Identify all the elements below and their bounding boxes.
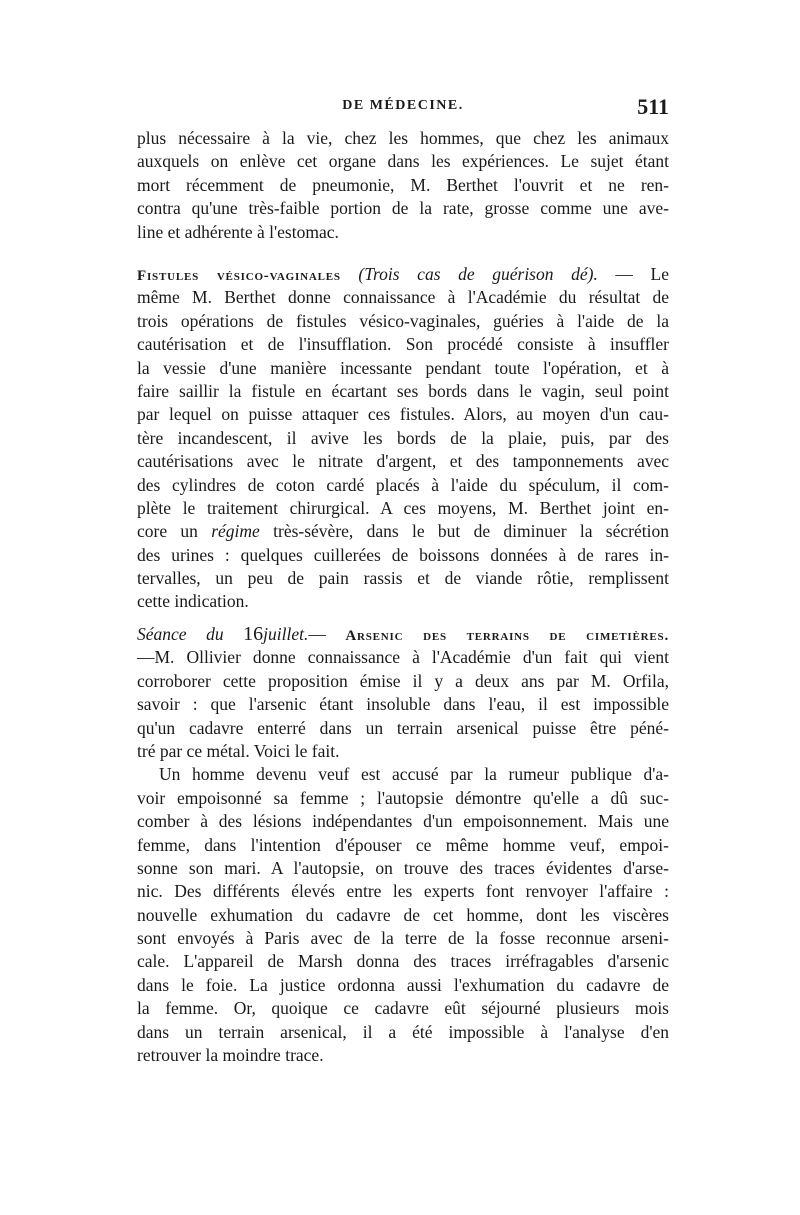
- text-line: la vessie d'une manière incessante pendant toute l'opération, et à: [137, 357, 669, 378]
- text-line: cette indication.: [137, 591, 249, 612]
- page-number: 511: [637, 94, 669, 119]
- seance-dash: —: [308, 624, 346, 644]
- text-line: tré par ce métal. Voici le fait.: [137, 740, 340, 761]
- page-header: [137, 94, 669, 122]
- heading-dash: — Le: [597, 264, 669, 284]
- paragraph-arsenic: [137, 623, 669, 1067]
- text-line: plète le traitement chirurgical. A ces moyens, M. Berthet joint en-: [137, 497, 669, 518]
- text-line: dans un terrain arsenical, il a été impossible à l'analyse d'en: [137, 1021, 669, 1042]
- seance-heading-line: [137, 623, 669, 646]
- text-line: contra qu'une très-faible portion de la rate, grosse comme une ave-: [137, 198, 669, 219]
- text-line: même M. Berthet donne connaissance à l'Académie du résultat de: [137, 287, 669, 308]
- text-line: des cylindres de coton cardé placés à l'aide du spéculum, il com-: [137, 474, 669, 495]
- text-line: mort récemment de pneumonie, M. Berthet l'ouvrit et ne ren-: [137, 174, 669, 195]
- text-line: auxquels on enlève cet organe dans les expériences. Le sujet étant: [137, 151, 669, 172]
- paragraph-rate: [137, 127, 669, 244]
- running-title: DE MÉDECINE.: [342, 98, 464, 113]
- text-line: qu'un cadavre enterré dans un terrain arsenical puisse être péné-: [137, 717, 669, 738]
- seance-month: juillet.: [263, 624, 309, 644]
- text-line: savoir : que l'arsenic étant insoluble dans l'eau, il est impossible: [137, 694, 669, 715]
- text-line: sonne son mari. A l'autopsie, on trouve des traces évidentes d'arse-: [137, 857, 669, 878]
- text-line: cautérisations avec le nitrate d'argent, et des tamponnements avec: [137, 451, 669, 472]
- seance-day: 16: [243, 623, 264, 645]
- text-line: femme, dans l'intention d'épouser ce même homme veuf, empoi-: [137, 834, 669, 855]
- text-line: cale. L'appareil de Marsh donna des traces irréfragables d'arsenic: [137, 951, 669, 972]
- text-line: line et adhérente à l'estomac.: [137, 221, 339, 242]
- text-line: nic. Des différents élevés entre les experts font renvoyer l'affaire :: [137, 881, 669, 902]
- heading-note: (Trois cas de guérison dé).: [358, 264, 598, 284]
- text-line: sont envoyés à Paris avec de la terre de la fosse reconnue arseni-: [137, 928, 669, 949]
- paragraph-fistules: [137, 263, 669, 614]
- text-line: nouvelle exhumation du cadavre de cet homme, dont les viscères: [137, 904, 669, 925]
- italic-word: régime: [211, 521, 260, 542]
- text-line: plus nécessaire à la vie, chez les hommes, que chez les animaux: [137, 128, 669, 148]
- section-heading: Arsenic des terrains de cimetières.: [345, 628, 669, 644]
- text-line: des urines : quelques cuillerées de boissons données à de rares in-: [137, 544, 669, 565]
- text-line: retrouver la moindre trace.: [137, 1045, 324, 1066]
- text-line: par lequel on puisse attaquer ces fistules. Alors, au moyen d'un cau-: [137, 404, 669, 425]
- text-line: voir empoisonné sa femme ; l'autopsie démontre qu'elle a dû suc-: [137, 787, 669, 808]
- text-fragment: très-sévère, dans le but de diminuer la sécrétion: [259, 521, 669, 542]
- text-line: faire saillir la fistule en écartant ses bords dans le vagin, seul point: [137, 380, 669, 401]
- text-line: Un homme devenu veuf est accusé par la rumeur publique d'a-: [159, 764, 669, 785]
- text-line: tervalles, un peu de pain rassis et de viande rôtie, remplissent: [137, 568, 669, 589]
- text-line: cautérisation et de l'insufflation. Son procédé consiste à insuffler: [137, 334, 669, 355]
- text-line: tère incandescent, il avive les bords de la plaie, puis, par des: [137, 427, 669, 448]
- text-fragment: core un: [137, 521, 212, 542]
- text-line: corroborer cette proposition émise il y a deux ans par M. Orfila,: [137, 670, 669, 691]
- text-line-regime: [137, 520, 669, 543]
- text-line: comber à des lésions indépendantes d'un empoisonnement. Mais une: [137, 811, 669, 832]
- text-line: —M. Ollivier donne connaissance à l'Académie d'un fait qui vient: [137, 647, 669, 668]
- text-line: la femme. Or, quoique ce cadavre eût séjourné plusieurs mois: [137, 998, 669, 1019]
- text-line: dans le foie. La justice ordonna aussi l'exhumation du cadavre de: [137, 974, 669, 995]
- seance-label: Séance du: [137, 624, 244, 644]
- section-heading-line: [137, 263, 669, 286]
- section-heading: Fistules vésico-vaginales: [137, 268, 341, 284]
- text-line: trois opérations de fistules vésico-vaginales, guéries à l'aide de la: [137, 310, 669, 331]
